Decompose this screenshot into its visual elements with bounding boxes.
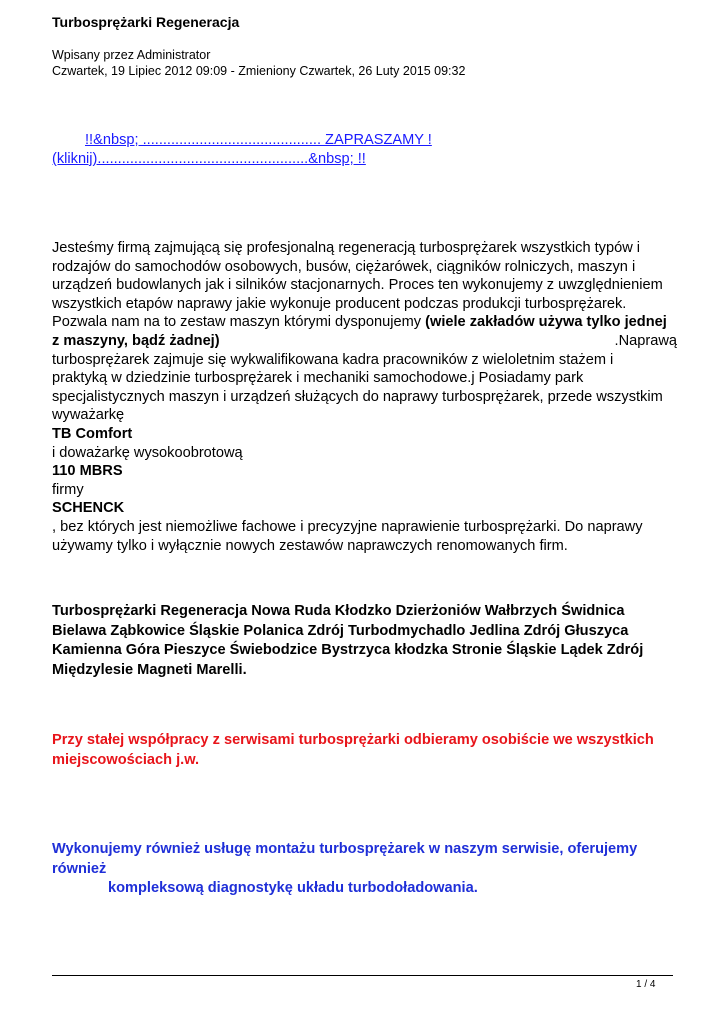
invite-link-line1[interactable]: [85, 131, 432, 149]
body-line: wszystkich etapów naprawy jakie wykonuje producent podczas produkcji turbosprężarek.: [52, 295, 627, 312]
page-number: 1 / 4: [636, 979, 656, 990]
body-line: Jesteśmy firmą zajmującą się profesjonalną regeneracją turbosprężarek wszystkich typów i: [52, 240, 641, 256]
body-line: wyważarkę: [52, 407, 125, 424]
body-bold-text: z maszyny, bądź żadnej): [52, 332, 220, 349]
machine-name: TB Comfort: [52, 425, 133, 442]
body-line: specjalistycznych maszyn i urządzeń służących do naprawy turbosprężarek, przede wszystkim: [52, 388, 663, 405]
invite-link-text-1[interactable]: !!&nbsp; ............................................ ZAPRASZAMY !: [85, 132, 432, 148]
keywords-line: Kamienna Góra Pieszyce Świebodzice Bystrzyca kłodzka Stronie Śląskie Lądek Zdrój: [52, 642, 644, 658]
invite-link-line2[interactable]: [52, 150, 366, 168]
body-text: .Naprawą: [614, 332, 677, 349]
red-notice-line: Przy stałej współpracy z serwisami turbosprężarki odbieramy osobiście we wszystkich: [52, 732, 654, 748]
manufacturer-name: SCHENCK: [52, 500, 125, 517]
body-line: rodzajów do samochodów osobowych, busów, ciężarówek, ciągników rolniczych, maszyn i: [52, 258, 636, 275]
body-line: [52, 332, 677, 351]
keywords-line: Bielawa Ząbkowice Śląskie Polanica Zdrój Turbodmychadlo Jedlina Zdrój Głuszyca: [52, 622, 629, 639]
body-bold-text: (wiele zakładów używa tylko jednej: [425, 314, 667, 331]
keywords-line: Turbosprężarki Regeneracja Nowa Ruda Kłodzko Dzierżoniów Wałbrzych Świdnica: [52, 603, 625, 619]
body-line: turbosprężarek zajmuje się wykwalifikowana kadra pracowników z wieloletnim stażem i: [52, 351, 614, 368]
body-line: i doważarkę wysokoobrotową: [52, 444, 243, 461]
body-line: urządzeń budowlanych jak i silników stacjonarnych. Proces ten wykonujemy z uwzględnieniem: [52, 277, 663, 294]
body-line: [52, 313, 677, 332]
blue-notice: [52, 840, 677, 899]
footer-divider: [52, 975, 673, 976]
machine-name: 110 MBRS: [52, 463, 123, 480]
main-paragraph: [52, 239, 677, 555]
dates-line: Czwartek, 19 Lipiec 2012 09:09 - Zmieniony Czwartek, 26 Luty 2015 09:32: [52, 64, 466, 78]
body-line: , bez których jest niemożliwe fachowe i precyzyjne naprawienie turbosprężarki. Do naprawy: [52, 518, 643, 535]
body-line: praktyką w dziedzinie turbosprężarek i mechaniki samochodowe.j Posiadamy park: [52, 370, 584, 387]
author-line: Wpisany przez Administrator: [52, 48, 211, 62]
invite-link-text-2[interactable]: (kliknij)....................................................&nbsp; !!: [52, 151, 366, 167]
blue-notice-line: kompleksową diagnostykę układu turbodoładowania.: [108, 880, 478, 896]
keywords-line: Międzylesie Magneti Marelli.: [52, 661, 247, 678]
body-line: firmy: [52, 481, 84, 498]
red-notice-line: miejscowościach j.w.: [52, 751, 200, 768]
blue-notice-line: również: [52, 860, 107, 877]
keywords-paragraph: [52, 602, 677, 680]
body-text: Pozwala nam na to zestaw maszyn którymi dysponujemy: [52, 314, 426, 331]
blue-notice-line: Wykonujemy również usługę montażu turbosprężarek w naszym serwisie, oferujemy: [52, 841, 638, 857]
page-title: Turbosprężarki Regeneracja: [52, 14, 240, 30]
body-line: używamy tylko i wyłącznie nowych zestawów naprawczych renomowanych firm.: [52, 537, 568, 554]
red-notice: [52, 731, 677, 770]
